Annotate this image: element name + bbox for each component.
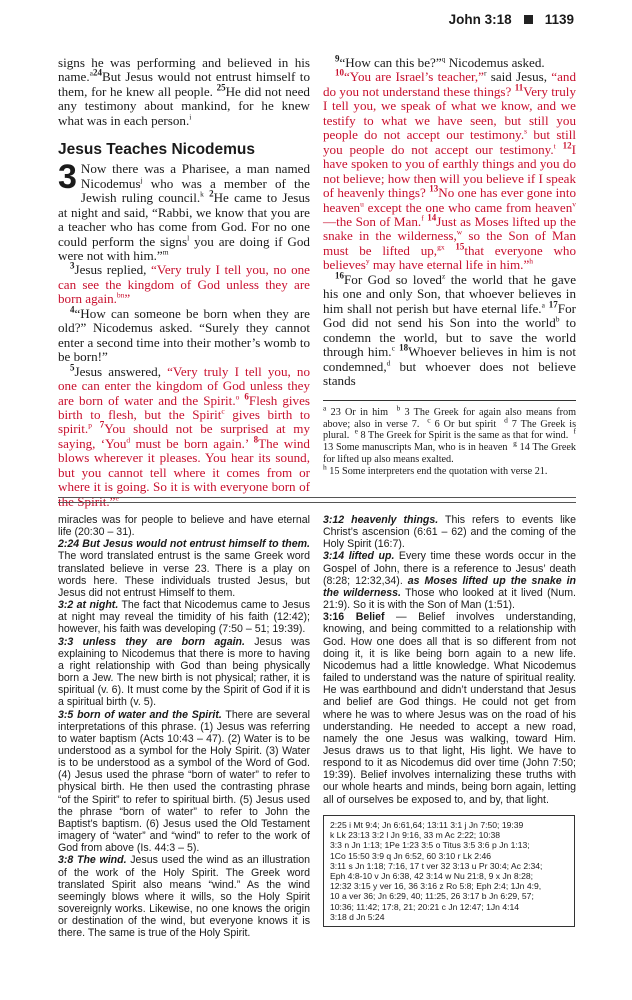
xref-line: 3:3 n Jn 1:13; 1Pe 1:23 3:5 o Titus 3:5 3:6 p Jn 1:13; (330, 840, 530, 851)
bible-paragraph: $^5$Jesus answered, “Very truly I tell you, no one can enter the kingdom of God unless they are born of water and the Spirit.$^o$ $^6$Flesh gives birth to flesh, but the Spirit$^c$ gives birth to spirit.$^p$ $^7$You should not be surprised at my saying, ‘You$^d$ must be born again.’ $^8$The wind blows wherever it pleases. You hear its sound, but you cannot tell where it comes from or where it is going. So it is with everyone born of the Spirit.”$^e$ (58, 362, 311, 509)
study-note: 3:5 born of water and the Spirit. There are several interpretations of this phrase. (1) Jesus was referring to water baptism (Acts 10:43 – 47). (2) Water is to be understood as a symbol for the Holy Spirit. (3) Water is to be understood as a symbol of the Word of God. (4) Jesus used the phrase “born of water” to refer to physical birth. He then used the contrasting phrase “of the Spirit” to refer to spiritual birth. (5) Jesus used the phrase “born of water” to refer to John the Baptist’s baptism. (6) Jesus used the Old Testament imagery of “water” and “wind” to refer to the work of God from above (Is. 44:3 – 5). (58, 708, 311, 855)
xref-line: 10 a ver 36; Jn 6:29, 40; 11:25, 26 3:17 b Jn 6:29, 57; (330, 891, 534, 902)
footnote: $^a$ 23 Or in him $^b$ 3 The Greek for again also means from above; also in verse 7. $^c$ 6 Or but spirit $^d$ 7 The Greek is plural. $^e$ 8 The Greek for Spirit is the same as that for wind. $^f$ 13 Some manuscripts Man, who is in heaven $^g$ 14 The Greek for lifted up also means exalted. (323, 403, 577, 465)
bible-paragraph: $^3$Jesus replied, “Very truly I tell you, no one can see the kingdom of God unless they are born again.$^{bn}$” (58, 261, 310, 307)
page-divider (58, 497, 576, 503)
bible-text-right-column (323, 53, 577, 388)
separator-square-icon (524, 15, 533, 24)
cross-references-box (323, 815, 575, 927)
xref-line: 2:25 i Mt 9:4; Jn 6:61,64; 13:11 3:1 j Jn 7:50; 19:39 (330, 820, 524, 830)
xref-line: 12:32 3:15 y ver 16, 36 3:16 z Ro 5:8; Eph 2:4; 1Jn 4:9, (330, 881, 542, 892)
xref-line: k Lk 23:13 3:2 l Jn 9:16, 33 m Ac 2:22; 10:38 (330, 830, 501, 841)
study-note: 3:16 Belief — Belief involves understanding, knowing, and being committed to a relationship with God. How one does all that is so different from not doing it, it is like being born again to a new life. Nicodemus had a little knowledge. What Nicodemus failed to understand was the nature of spiritual reality. He was earthbound and didn’t understand that Jesus and belief are God things. He could not get from where he was to where Jesus was on the road of his understanding. He needed to accept a new road, namely the one Jesus was walking, toward Him. Jesus draws us to that light, His light. We have to respond to it as Nicodemus did over time (John 7:50; 19:39). Belief involves internalizing these truths with our whole hearts and minds, being born again, letting all of ourselves be exposed to, and by, that light. (323, 611, 577, 806)
bible-paragraph: 3 Now there was a Pharisee, a man named Nicodemus$^j$ who was a member of the Jewish ruling council.$^k$ $^2$He came to Jesus at night and said, “Rabbi, we know that you are a teacher who has come from God. For no one could perform the signs$^l$ you are doing if God were not with him.”$^m$ (58, 158, 310, 263)
study-note: 3:8 The wind. Jesus used the wind as an illustration of the work of the Holy Spirit. The Greek word translated Spirit also means “wind.” As the wind seemingly blows where it wills, so the Holy Spirit sovereignly works. Likewise, no one knows the origin or destination of the wind, but everyone knows it is there. The same is true of the Holy Spirit. (58, 854, 310, 940)
chapter-number: 3 (58, 158, 77, 197)
xref-line: Eph 4:8-10 v Jn 6:38, 42 3:14 w Nu 21:8, 9 x Jn 8:28; (330, 871, 534, 882)
study-note: miracles was for people to believe and have eternal life (20:30 – 31). (58, 514, 310, 539)
bible-paragraph: signs he was performing and believed in his name.$^{a24}$But Jesus would not entrust himself to them, for he knew all people. $^{25}$He did not need any testimony about mankind, for he knew what was in each person.$^i$ (58, 55, 310, 128)
running-head-reference: John 3:18 (448, 11, 512, 27)
bible-paragraph: $^{10}$“You are Israel’s teacher,”$^r$ said Jesus, “and do you not understand these things? $^{11}$Very truly I tell you, we speak of what we know, and we testify to what we have seen, but still you people do not accept our testimony.$^s$ but still you people do not accept our testimony.$^t$ $^{12}$I have spoken to you of earthly things and you do not believe; how then will you believe if I speak of heavenly things? $^{13}$No one has ever gone into heaven$^u$ except the one who came from heaven$^v$—the Son of Man.$^f$ $^{14}$Just as Moses lifted up the snake in the wilderness,$^w$ so the Son of Man must be lifted up,$^{gx}$ $^{15}$that everyone who believes$^y$ may have eternal life in him.”$^h$ (323, 68, 577, 273)
study-notes-right-column (323, 514, 576, 806)
bible-text-left-column (58, 56, 310, 509)
footnotes (323, 400, 576, 477)
bible-paragraph: $^9$“How can this be?”$^q$ Nicodemus asked. (335, 53, 545, 70)
section-heading: Jesus Teaches Nicodemus (58, 141, 255, 159)
xref-line: 1Co 15:50 3:9 q Jn 6:52, 60 3:10 r Lk 2:46 (330, 850, 492, 861)
study-notes-left-column (58, 514, 310, 939)
study-note: 2:24 But Jesus would not entrust himself to them. The word translated entrust is the same Greek word translated believe in verse 23. There is a play on words here. These individuals trusted Jesus, but Jesus did not entrust Himself to them. (58, 538, 310, 599)
xref-line: 3:11 s Jn 1:18; 7:16, 17 t ver 32 3:13 u Pr 30:4; Ac 2:34; (330, 860, 543, 871)
xref-line: 10:36; 11:42; 17:8, 21; 20:21 c Jn 12:47; 1Jn 4:14 (330, 901, 520, 912)
study-note: 3:14 lifted up. Every time these words occur in the Gospel of John, there is a reference to Jesus’ death (8:28; 12:32,34). as Moses lifted up the snake in the wilderness. Those who looked at it lived (Num. 21:9). So it is with the Son of Man (1:51). (323, 550, 577, 612)
page-number: 1139 (544, 11, 574, 27)
study-note: 3:2 at night. The fact that Nicodemus came to Jesus at night may reveal the timidity of his faith (12:42); however, his faith was developing (7:50 – 51; 19:39). (58, 599, 310, 636)
bible-paragraph: $^4$“How can someone be born when they are old?” Nicodemus asked. “Surely they cannot enter a second time into their mother’s womb to be born!” (58, 304, 310, 365)
xref-line: 3:18 d Jn 5:24 (330, 911, 385, 922)
study-note: 3:3 unless they are born again. Jesus was explaining to Nicodemus that there is more to having a right relationship with God than being physically born a Jew. The new birth is not physical; rather, it is spiritual (v. 6). It must come by the Spirit of God if it is a spiritual birth (v. 5). (58, 635, 310, 709)
study-note: 3:12 heavenly things. This refers to events like Christ’s ascension (6:61 – 62) and the coming of the Holy Spirit (16:7). (323, 514, 576, 551)
bible-paragraph: $^{16}$For God so loved$^z$ the world that he gave his one and only Son, that whoever believes in him shall not perish but have eternal life.$^a$ $^{17}$For God did not send his Son into the world$^b$ to condemn the world, but to save the world through him.$^c$ $^{18}$Whoever believes in him is not condemned,$^d$ but whoever does not believe stands (323, 270, 577, 388)
footnote: $^h$ 15 Some interpreters end the quotation with verse 21. (323, 462, 548, 477)
running-head (449, 8, 574, 30)
